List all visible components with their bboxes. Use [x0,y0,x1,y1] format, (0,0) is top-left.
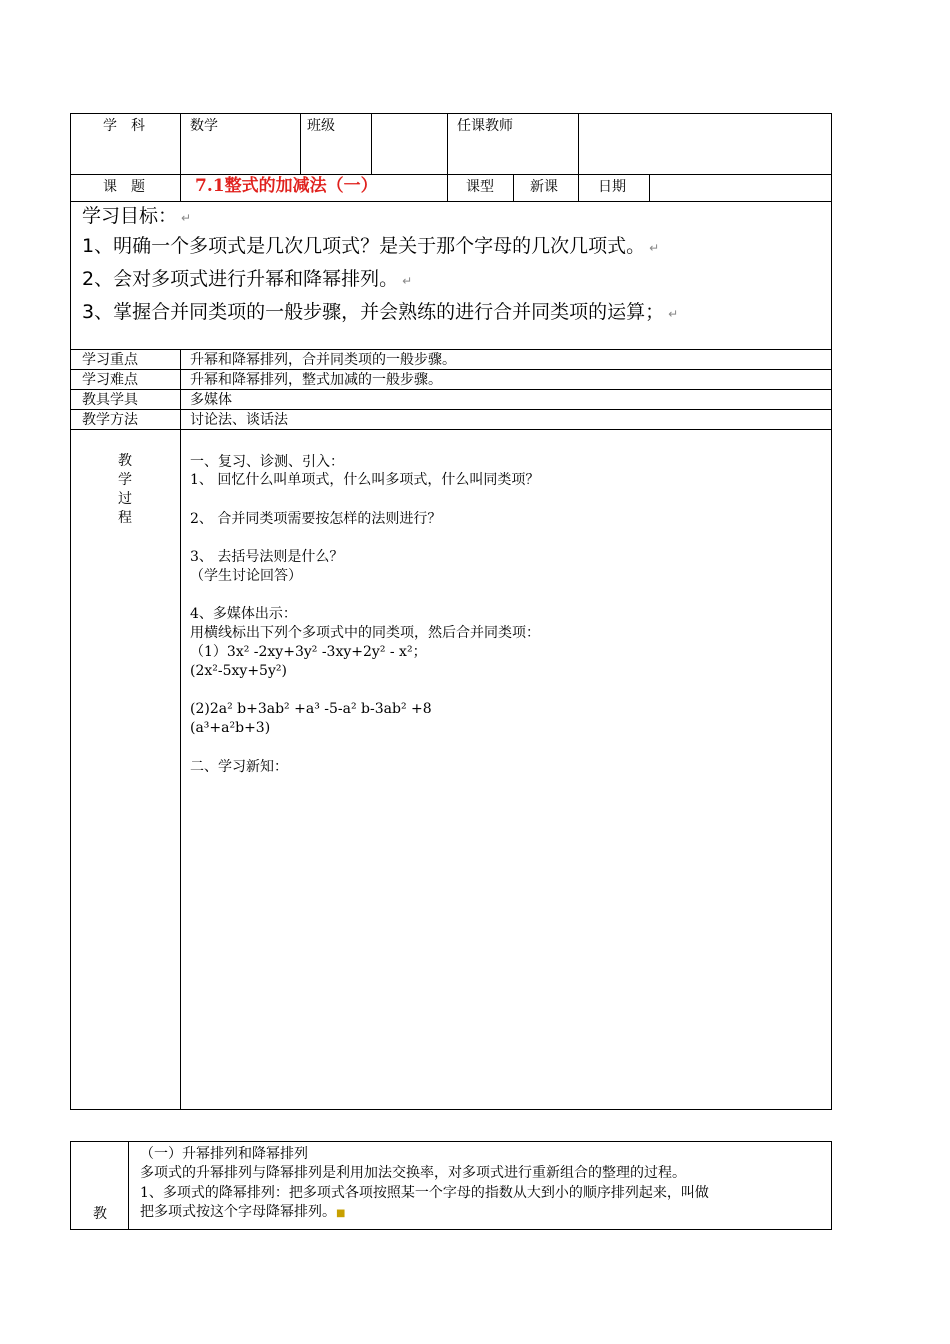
process-label-char: 程 [118,510,132,526]
topic-title: 7.1整式的加减法（一） [195,176,378,196]
col-divider [300,113,301,175]
col-divider [371,113,372,175]
table-border-top [70,113,832,114]
lesson-type-value: 新课 [530,179,558,195]
col-divider [513,174,514,202]
objective-item: 3、掌握合并同类项的一般步骤，并会熟练的进行合并同类项的运算； ↵ [82,301,679,323]
table-border-bottom [70,1229,832,1230]
teacher-label: 任课教师 [457,118,513,134]
page2-paragraph: 多项式的升幂排列与降幂排列是利用加法交换率，对多项式进行重新组合的整理的过程。 [140,1165,686,1181]
class-label: 班级 [307,118,335,134]
page2-paragraph: 把多项式按这个字母降幂排列。■ [140,1204,346,1220]
key-points-value: 升幂和降幂排列，合并同类项的一般步骤。 [190,352,456,368]
objective-item: 2、会对多项式进行升幂和降幂排列。 ↵ [82,268,413,290]
table-border-left [70,113,71,1110]
exercise-1: （1）3x² -2xy+3y² -3xy+2y² - x²； [190,644,427,660]
col-divider [180,174,181,202]
question-4: 4、多媒体出示： [190,606,297,622]
objective-item: 1、明确一个多项式是几次几项式？是关于那个字母的几次几项式。 ↵ [82,235,660,257]
table-border-bottom [70,1109,832,1110]
col-divider [447,113,448,175]
question-4-instruction: 用横线标出下列个多项式中的同类项，然后合并同类项： [190,625,540,641]
table-border-top [70,1141,832,1142]
exercise-2-answer: (a³+a²b+3) [190,720,271,736]
teaching-method-value: 讨论法、谈话法 [190,412,288,428]
page2-paragraph: 1、多项式的降幂排列：把多项式各项按照某一个字母的指数从大到小的顺序排列起来，叫做 [140,1185,709,1201]
process-label-char: 教 [118,453,132,469]
subject-label: 学 科 [103,118,145,134]
subject-value: 数学 [190,118,218,134]
question-3: 3、 去括号法则是什么？ [190,549,344,565]
col-divider [578,174,579,202]
col-divider [128,1141,129,1230]
row-divider [70,174,832,175]
row-divider [70,369,832,370]
col-divider [447,174,448,202]
date-label: 日期 [598,179,626,195]
topic-label: 课 题 [103,179,145,195]
teaching-method-label: 教学方法 [82,412,138,428]
objectives-heading: 学习目标： ↵ [82,205,192,227]
teaching-aids-value: 多媒体 [190,392,232,408]
page2-label: 教 [93,1206,107,1222]
col-divider [180,349,181,1110]
table-border-right [831,113,832,1110]
difficulties-label: 学习难点 [82,372,138,388]
col-divider [578,113,579,175]
question-1: 1、 回忆什么叫单项式，什么叫多项式，什么叫同类项？ [190,472,540,488]
question-2: 2、 合并同类项需要按怎样的法则进行？ [190,511,442,527]
section-review-title: 一、复习、诊测、引入： [190,454,344,470]
exercise-1-answer: (2x²-5xy+5y²) [190,663,287,679]
lesson-type-label: 课型 [466,179,494,195]
row-divider [70,389,832,390]
key-points-label: 学习重点 [82,352,138,368]
teaching-aids-label: 教具学具 [82,392,138,408]
question-3-note: （学生讨论回答） [190,568,302,584]
section-new-knowledge-title: 二、学习新知： [190,759,288,775]
row-divider [70,201,832,202]
table-border-left [70,1141,71,1230]
process-label-char: 过 [118,491,132,507]
row-divider [70,409,832,410]
col-divider [649,174,650,202]
process-label-char: 学 [118,472,132,488]
page2-subtitle: （一）升幂排列和降幂排列 [140,1146,308,1162]
col-divider [180,113,181,175]
table-border-right [831,1141,832,1230]
exercise-2: (2)2a² b+3ab² +a³ -5-a² b-3ab² +8 [190,701,432,717]
row-divider [70,349,832,350]
row-divider [70,429,832,430]
difficulties-value: 升幂和降幂排列，整式加减的一般步骤。 [190,372,442,388]
